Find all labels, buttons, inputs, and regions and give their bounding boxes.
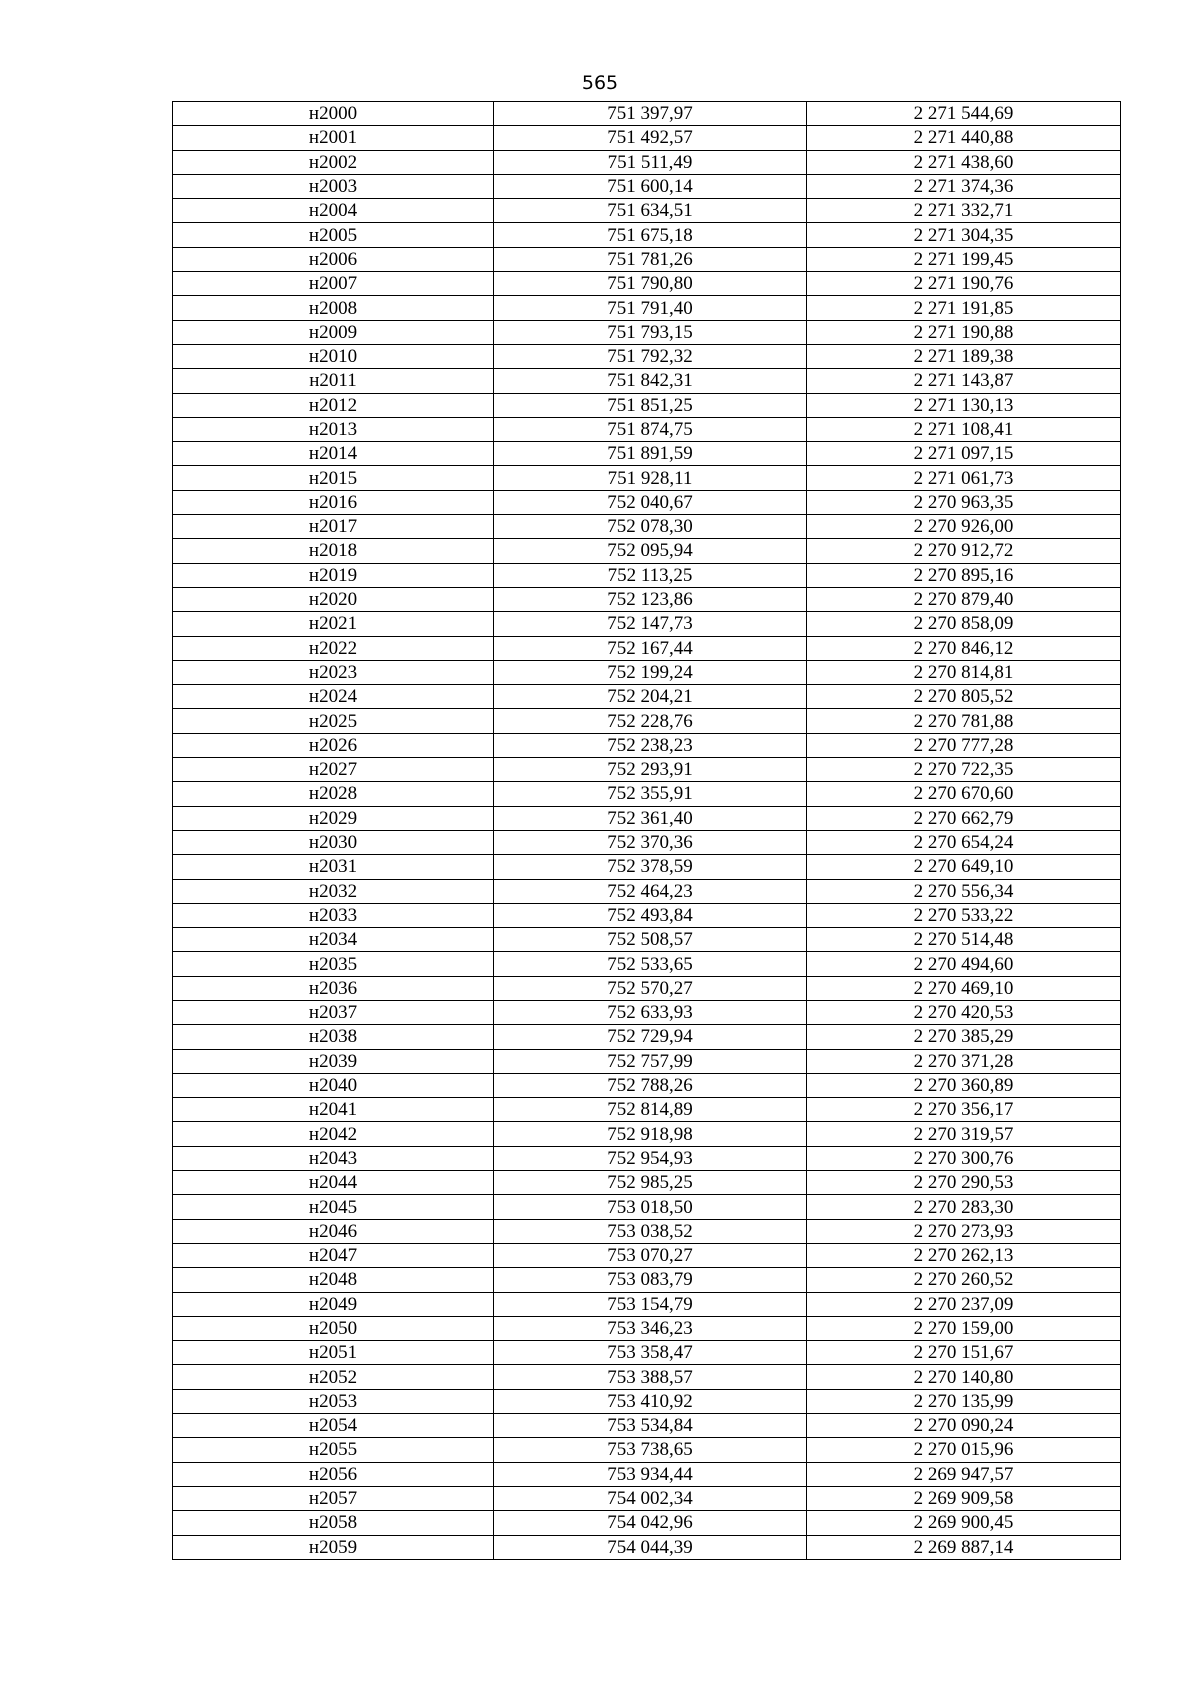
y-coordinate-cell: 2 270 290,53	[807, 1171, 1121, 1195]
y-coordinate-cell: 2 270 781,88	[807, 709, 1121, 733]
x-coordinate-cell: 751 790,80	[494, 272, 807, 296]
y-coordinate-cell: 2 271 440,88	[807, 126, 1121, 150]
y-coordinate-cell: 2 270 262,13	[807, 1243, 1121, 1267]
y-coordinate-cell: 2 270 260,52	[807, 1268, 1121, 1292]
y-coordinate-cell: 2 269 887,14	[807, 1535, 1121, 1559]
y-coordinate-cell: 2 270 283,30	[807, 1195, 1121, 1219]
point-id-cell: н2006	[173, 247, 494, 271]
point-id-cell: н2050	[173, 1316, 494, 1340]
x-coordinate-cell: 751 874,75	[494, 417, 807, 441]
y-coordinate-cell: 2 270 556,34	[807, 879, 1121, 903]
x-coordinate-cell: 751 511,49	[494, 150, 807, 174]
x-coordinate-cell: 752 113,25	[494, 563, 807, 587]
table-row	[173, 102, 1121, 126]
y-coordinate-cell: 2 271 143,87	[807, 369, 1121, 393]
point-id-cell: н2021	[173, 612, 494, 636]
point-id-cell: н2020	[173, 587, 494, 611]
x-coordinate-cell: 752 238,23	[494, 733, 807, 757]
table-row	[173, 490, 1121, 514]
point-id-cell: н2031	[173, 855, 494, 879]
y-coordinate-cell: 2 271 438,60	[807, 150, 1121, 174]
x-coordinate-cell: 754 002,34	[494, 1486, 807, 1510]
x-coordinate-cell: 751 842,31	[494, 369, 807, 393]
table-row	[173, 1268, 1121, 1292]
x-coordinate-cell: 754 042,96	[494, 1511, 807, 1535]
x-coordinate-cell: 752 040,67	[494, 490, 807, 514]
x-coordinate-cell: 753 154,79	[494, 1292, 807, 1316]
x-coordinate-cell: 753 934,44	[494, 1462, 807, 1486]
y-coordinate-cell: 2 269 909,58	[807, 1486, 1121, 1510]
table-row	[173, 126, 1121, 150]
point-id-cell: н2046	[173, 1219, 494, 1243]
y-coordinate-cell: 2 270 385,29	[807, 1025, 1121, 1049]
x-coordinate-cell: 753 083,79	[494, 1268, 807, 1292]
y-coordinate-cell: 2 269 947,57	[807, 1462, 1121, 1486]
point-id-cell: н2034	[173, 928, 494, 952]
point-id-cell: н2013	[173, 417, 494, 441]
x-coordinate-cell: 751 792,32	[494, 344, 807, 368]
x-coordinate-cell: 752 078,30	[494, 515, 807, 539]
y-coordinate-cell: 2 270 814,81	[807, 660, 1121, 684]
point-id-cell: н2022	[173, 636, 494, 660]
y-coordinate-cell: 2 270 371,28	[807, 1049, 1121, 1073]
point-id-cell: н2007	[173, 272, 494, 296]
y-coordinate-cell: 2 270 722,35	[807, 758, 1121, 782]
table-row	[173, 1389, 1121, 1413]
x-coordinate-cell: 752 918,98	[494, 1122, 807, 1146]
y-coordinate-cell: 2 270 015,96	[807, 1438, 1121, 1462]
point-id-cell: н2028	[173, 782, 494, 806]
point-id-cell: н2049	[173, 1292, 494, 1316]
point-id-cell: н2035	[173, 952, 494, 976]
table-row	[173, 660, 1121, 684]
y-coordinate-cell: 2 270 963,35	[807, 490, 1121, 514]
y-coordinate-cell: 2 270 858,09	[807, 612, 1121, 636]
y-coordinate-cell: 2 270 926,00	[807, 515, 1121, 539]
x-coordinate-cell: 751 600,14	[494, 174, 807, 198]
x-coordinate-cell: 751 791,40	[494, 296, 807, 320]
point-id-cell: н2011	[173, 369, 494, 393]
y-coordinate-cell: 2 271 108,41	[807, 417, 1121, 441]
table-row	[173, 1486, 1121, 1510]
table-row	[173, 612, 1121, 636]
table-row	[173, 393, 1121, 417]
y-coordinate-cell: 2 270 895,16	[807, 563, 1121, 587]
table-row	[173, 272, 1121, 296]
x-coordinate-cell: 754 044,39	[494, 1535, 807, 1559]
table-row	[173, 247, 1121, 271]
table-row	[173, 709, 1121, 733]
point-id-cell: н2024	[173, 685, 494, 709]
point-id-cell: н2040	[173, 1073, 494, 1097]
point-id-cell: н2056	[173, 1462, 494, 1486]
x-coordinate-cell: 752 508,57	[494, 928, 807, 952]
point-id-cell: н2018	[173, 539, 494, 563]
point-id-cell: н2039	[173, 1049, 494, 1073]
point-id-cell: н2054	[173, 1414, 494, 1438]
table-row	[173, 1292, 1121, 1316]
x-coordinate-cell: 753 038,52	[494, 1219, 807, 1243]
table-row	[173, 1049, 1121, 1073]
y-coordinate-cell: 2 270 805,52	[807, 685, 1121, 709]
table-row	[173, 1414, 1121, 1438]
x-coordinate-cell: 752 361,40	[494, 806, 807, 830]
point-id-cell: н2059	[173, 1535, 494, 1559]
x-coordinate-cell: 752 814,89	[494, 1098, 807, 1122]
point-id-cell: н2008	[173, 296, 494, 320]
point-id-cell: н2032	[173, 879, 494, 903]
x-coordinate-cell: 752 633,93	[494, 1000, 807, 1024]
table-row	[173, 879, 1121, 903]
point-id-cell: н2053	[173, 1389, 494, 1413]
table-row	[173, 1171, 1121, 1195]
y-coordinate-cell: 2 270 654,24	[807, 830, 1121, 854]
y-coordinate-cell: 2 271 189,38	[807, 344, 1121, 368]
x-coordinate-cell: 752 985,25	[494, 1171, 807, 1195]
x-coordinate-cell: 751 793,15	[494, 320, 807, 344]
point-id-cell: н2000	[173, 102, 494, 126]
y-coordinate-cell: 2 270 273,93	[807, 1219, 1121, 1243]
table-row	[173, 928, 1121, 952]
point-id-cell: н2009	[173, 320, 494, 344]
point-id-cell: н2003	[173, 174, 494, 198]
y-coordinate-cell: 2 270 151,67	[807, 1341, 1121, 1365]
y-coordinate-cell: 2 270 649,10	[807, 855, 1121, 879]
table-row	[173, 344, 1121, 368]
table-row	[173, 976, 1121, 1000]
x-coordinate-cell: 752 378,59	[494, 855, 807, 879]
y-coordinate-cell: 2 270 090,24	[807, 1414, 1121, 1438]
table-row	[173, 830, 1121, 854]
x-coordinate-cell: 753 410,92	[494, 1389, 807, 1413]
table-row	[173, 150, 1121, 174]
table-row	[173, 1438, 1121, 1462]
x-coordinate-cell: 752 729,94	[494, 1025, 807, 1049]
point-id-cell: н2045	[173, 1195, 494, 1219]
x-coordinate-cell: 752 199,24	[494, 660, 807, 684]
x-coordinate-cell: 752 954,93	[494, 1146, 807, 1170]
x-coordinate-cell: 751 397,97	[494, 102, 807, 126]
point-id-cell: н2001	[173, 126, 494, 150]
table-row	[173, 1219, 1121, 1243]
x-coordinate-cell: 752 355,91	[494, 782, 807, 806]
table-row	[173, 587, 1121, 611]
point-id-cell: н2025	[173, 709, 494, 733]
point-id-cell: н2041	[173, 1098, 494, 1122]
table-row	[173, 199, 1121, 223]
x-coordinate-cell: 752 293,91	[494, 758, 807, 782]
point-id-cell: н2010	[173, 344, 494, 368]
y-coordinate-cell: 2 271 304,35	[807, 223, 1121, 247]
point-id-cell: н2037	[173, 1000, 494, 1024]
page-number: 565	[581, 72, 619, 94]
x-coordinate-cell: 753 018,50	[494, 1195, 807, 1219]
y-coordinate-cell: 2 270 670,60	[807, 782, 1121, 806]
x-coordinate-cell: 752 167,44	[494, 636, 807, 660]
x-coordinate-cell: 752 095,94	[494, 539, 807, 563]
table-row	[173, 539, 1121, 563]
point-id-cell: н2014	[173, 442, 494, 466]
table-row	[173, 1535, 1121, 1559]
x-coordinate-cell: 752 464,23	[494, 879, 807, 903]
x-coordinate-cell: 751 928,11	[494, 466, 807, 490]
point-id-cell: н2005	[173, 223, 494, 247]
table-row	[173, 1000, 1121, 1024]
x-coordinate-cell: 752 493,84	[494, 903, 807, 927]
x-coordinate-cell: 752 147,73	[494, 612, 807, 636]
x-coordinate-cell: 751 492,57	[494, 126, 807, 150]
y-coordinate-cell: 2 270 356,17	[807, 1098, 1121, 1122]
point-id-cell: н2033	[173, 903, 494, 927]
x-coordinate-cell: 751 634,51	[494, 199, 807, 223]
table-row	[173, 685, 1121, 709]
point-id-cell: н2047	[173, 1243, 494, 1267]
x-coordinate-cell: 752 370,36	[494, 830, 807, 854]
point-id-cell: н2004	[173, 199, 494, 223]
point-id-cell: н2051	[173, 1341, 494, 1365]
x-coordinate-cell: 753 534,84	[494, 1414, 807, 1438]
x-coordinate-cell: 753 358,47	[494, 1341, 807, 1365]
point-id-cell: н2048	[173, 1268, 494, 1292]
y-coordinate-cell: 2 270 912,72	[807, 539, 1121, 563]
y-coordinate-cell: 2 271 332,71	[807, 199, 1121, 223]
y-coordinate-cell: 2 270 777,28	[807, 733, 1121, 757]
x-coordinate-cell: 752 204,21	[494, 685, 807, 709]
point-id-cell: н2030	[173, 830, 494, 854]
table-row	[173, 1365, 1121, 1389]
table-row	[173, 806, 1121, 830]
point-id-cell: н2002	[173, 150, 494, 174]
point-id-cell: н2029	[173, 806, 494, 830]
table-row	[173, 782, 1121, 806]
point-id-cell: н2044	[173, 1171, 494, 1195]
point-id-cell: н2043	[173, 1146, 494, 1170]
point-id-cell: н2016	[173, 490, 494, 514]
point-id-cell: н2038	[173, 1025, 494, 1049]
y-coordinate-cell: 2 270 360,89	[807, 1073, 1121, 1097]
y-coordinate-cell: 2 270 846,12	[807, 636, 1121, 660]
x-coordinate-cell: 753 738,65	[494, 1438, 807, 1462]
coordinates-table-body	[173, 102, 1121, 1560]
table-row	[173, 1341, 1121, 1365]
y-coordinate-cell: 2 270 662,79	[807, 806, 1121, 830]
y-coordinate-cell: 2 271 374,36	[807, 174, 1121, 198]
y-coordinate-cell: 2 270 300,76	[807, 1146, 1121, 1170]
table-row	[173, 466, 1121, 490]
point-id-cell: н2023	[173, 660, 494, 684]
point-id-cell: н2058	[173, 1511, 494, 1535]
y-coordinate-cell: 2 270 319,57	[807, 1122, 1121, 1146]
y-coordinate-cell: 2 270 420,53	[807, 1000, 1121, 1024]
table-row	[173, 563, 1121, 587]
y-coordinate-cell: 2 270 494,60	[807, 952, 1121, 976]
y-coordinate-cell: 2 271 191,85	[807, 296, 1121, 320]
x-coordinate-cell: 753 346,23	[494, 1316, 807, 1340]
x-coordinate-cell: 752 533,65	[494, 952, 807, 976]
table-row	[173, 733, 1121, 757]
table-row	[173, 1098, 1121, 1122]
point-id-cell: н2019	[173, 563, 494, 587]
point-id-cell: н2052	[173, 1365, 494, 1389]
table-row	[173, 855, 1121, 879]
y-coordinate-cell: 2 270 514,48	[807, 928, 1121, 952]
x-coordinate-cell: 753 070,27	[494, 1243, 807, 1267]
table-row	[173, 1025, 1121, 1049]
y-coordinate-cell: 2 271 190,76	[807, 272, 1121, 296]
x-coordinate-cell: 752 228,76	[494, 709, 807, 733]
y-coordinate-cell: 2 271 544,69	[807, 102, 1121, 126]
table-row	[173, 1073, 1121, 1097]
table-row	[173, 320, 1121, 344]
table-row	[173, 442, 1121, 466]
x-coordinate-cell: 753 388,57	[494, 1365, 807, 1389]
table-row	[173, 369, 1121, 393]
table-row	[173, 1122, 1121, 1146]
table-row	[173, 1316, 1121, 1340]
table-row	[173, 1462, 1121, 1486]
point-id-cell: н2042	[173, 1122, 494, 1146]
x-coordinate-cell: 752 788,26	[494, 1073, 807, 1097]
point-id-cell: н2012	[173, 393, 494, 417]
point-id-cell: н2027	[173, 758, 494, 782]
table-row	[173, 1195, 1121, 1219]
y-coordinate-cell: 2 271 130,13	[807, 393, 1121, 417]
y-coordinate-cell: 2 270 469,10	[807, 976, 1121, 1000]
y-coordinate-cell: 2 270 135,99	[807, 1389, 1121, 1413]
table-row	[173, 758, 1121, 782]
table-row	[173, 515, 1121, 539]
point-id-cell: н2055	[173, 1438, 494, 1462]
y-coordinate-cell: 2 270 879,40	[807, 587, 1121, 611]
point-id-cell: н2036	[173, 976, 494, 1000]
y-coordinate-cell: 2 270 237,09	[807, 1292, 1121, 1316]
y-coordinate-cell: 2 271 190,88	[807, 320, 1121, 344]
table-row	[173, 636, 1121, 660]
table-row	[173, 903, 1121, 927]
x-coordinate-cell: 752 123,86	[494, 587, 807, 611]
point-id-cell: н2017	[173, 515, 494, 539]
y-coordinate-cell: 2 270 533,22	[807, 903, 1121, 927]
point-id-cell: н2015	[173, 466, 494, 490]
table-row	[173, 1243, 1121, 1267]
y-coordinate-cell: 2 271 061,73	[807, 466, 1121, 490]
table-row	[173, 1146, 1121, 1170]
table-row	[173, 1511, 1121, 1535]
y-coordinate-cell: 2 270 140,80	[807, 1365, 1121, 1389]
y-coordinate-cell: 2 271 199,45	[807, 247, 1121, 271]
y-coordinate-cell: 2 271 097,15	[807, 442, 1121, 466]
coordinates-table	[172, 101, 1121, 1560]
table-row	[173, 296, 1121, 320]
table-row	[173, 952, 1121, 976]
point-id-cell: н2026	[173, 733, 494, 757]
table-row	[173, 174, 1121, 198]
y-coordinate-cell: 2 270 159,00	[807, 1316, 1121, 1340]
x-coordinate-cell: 752 570,27	[494, 976, 807, 1000]
table-row	[173, 417, 1121, 441]
x-coordinate-cell: 751 851,25	[494, 393, 807, 417]
x-coordinate-cell: 751 781,26	[494, 247, 807, 271]
y-coordinate-cell: 2 269 900,45	[807, 1511, 1121, 1535]
x-coordinate-cell: 752 757,99	[494, 1049, 807, 1073]
x-coordinate-cell: 751 891,59	[494, 442, 807, 466]
point-id-cell: н2057	[173, 1486, 494, 1510]
x-coordinate-cell: 751 675,18	[494, 223, 807, 247]
table-row	[173, 223, 1121, 247]
